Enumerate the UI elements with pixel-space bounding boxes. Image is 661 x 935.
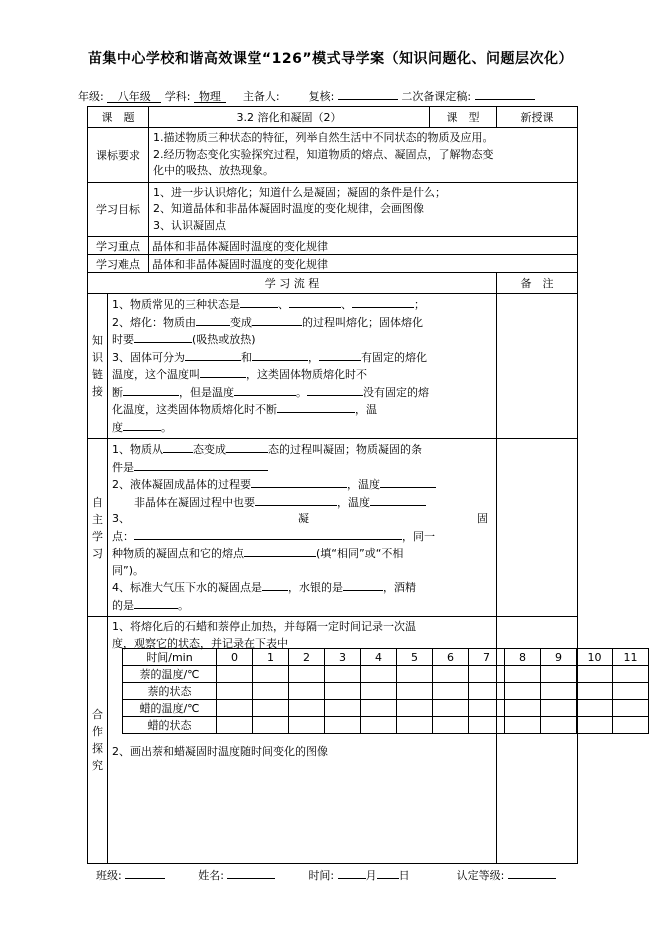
- flow-header: 学 习 流 程: [88, 273, 497, 294]
- standard-line: 化中的吸热、放热现象。: [153, 164, 274, 177]
- cooperation-content: 1、将熔化后的石蜡和萘停止加热，并每隔一定时间记录一次温 度，观察它的状态，并记录在下表中 2、画出萘和蜡凝固时温度随时间变化的图像: [108, 617, 497, 864]
- time-cell: 5: [397, 649, 433, 666]
- topic-value: 3.2 溶化和凝固（2）: [149, 107, 430, 128]
- goal-line: 3、认识凝固点: [153, 218, 226, 232]
- name-label: 姓名:: [198, 869, 224, 882]
- second-label: 二次备课定稿:: [401, 90, 472, 103]
- goals-label: 学习目标: [88, 182, 149, 237]
- notes-header: 备 注: [497, 273, 578, 294]
- standard-line: 2.经历物态变化实验探究过程，知道物质的熔点、凝固点，了解物态变: [153, 147, 494, 161]
- cooperation-label: 合 作 探 究: [88, 617, 108, 864]
- page-title: 苗集中心学校和谐高效课堂“126”模式导学案（知识问题化、问题层次化）: [87, 51, 574, 67]
- time-cell: 9: [541, 649, 577, 666]
- month-label: 月: [365, 869, 377, 882]
- standard-label: 课标要求: [88, 128, 149, 183]
- lesson-plan-table: [87, 106, 578, 864]
- time-cell: 3: [325, 649, 361, 666]
- self-study-label: 自 主 学 习: [88, 439, 108, 617]
- data-table: [122, 648, 649, 734]
- row-label: 萘的状态: [123, 683, 217, 700]
- time-label: 时间:: [308, 869, 335, 882]
- row-label: 萘的温度/℃: [123, 666, 217, 683]
- grade-label: 年级:: [78, 90, 104, 103]
- table-row: [123, 666, 649, 683]
- time-header: 时间/min: [123, 649, 217, 666]
- preparer-label: 主备人:: [242, 90, 280, 103]
- second-blank: [475, 99, 535, 100]
- name-blank: [227, 878, 275, 879]
- goal-line: 1、进一步认识熔化；知道什么是凝固；凝固的条件是什么；: [153, 185, 446, 199]
- time-cell: 6: [433, 649, 469, 666]
- subject-value: 物理: [194, 91, 226, 103]
- row-label: 蜡的状态: [123, 717, 217, 734]
- month-blank: [338, 878, 366, 879]
- table-row: [123, 683, 649, 700]
- table-row: [123, 717, 649, 734]
- self-study-content: 1、物质从 态变成 态的过程叫凝固；物质凝固的条 件是 2、液体凝固成晶体的过程要 ，温度 非晶体在凝固过程中也要 ，温度 3、 凝 固 点： ，同一 种物质的凝固点和它的熔点 (填“相同”或“不相 同”)。 4、标准大气压下水的凝固点是 ，水银的是 ，酒精 的是 。: [108, 439, 497, 617]
- review-label: 复核:: [308, 90, 335, 103]
- time-cell: 7: [469, 649, 505, 666]
- goal-line: 2、知道晶体和非晶体凝固时温度的变化规律，会画图像: [153, 202, 424, 215]
- table-row: [123, 700, 649, 717]
- meta-line: [78, 88, 535, 104]
- topic-label: 课 题: [88, 107, 149, 128]
- standard-content: [149, 128, 578, 183]
- grade-level-blank: [508, 878, 556, 879]
- grade-level-label: 认定等级:: [456, 869, 505, 882]
- time-cell: 0: [217, 649, 253, 666]
- difficulty-label: 学习难点: [88, 255, 149, 273]
- self-study-notes: [497, 439, 578, 617]
- goals-content: [149, 182, 578, 237]
- type-label: 课 型: [430, 107, 497, 128]
- footer: [96, 867, 556, 883]
- time-cell: 10: [577, 649, 613, 666]
- class-blank: [125, 878, 165, 879]
- time-cell: 4: [361, 649, 397, 666]
- time-cell: 2: [289, 649, 325, 666]
- time-row: [123, 649, 649, 666]
- review-blank: [338, 99, 398, 100]
- knowledge-label: 知 识 链 接: [88, 294, 108, 439]
- time-cell: 8: [505, 649, 541, 666]
- grade-value: 八年级: [107, 91, 161, 103]
- day-blank: [377, 878, 399, 879]
- subject-label: 学科:: [164, 90, 191, 103]
- knowledge-notes: [497, 294, 578, 439]
- standard-line: 1.描述物质三种状态的特征，列举自然生活中不同状态的物质及应用。: [153, 131, 494, 144]
- row-label: 蜡的温度/℃: [123, 700, 217, 717]
- knowledge-content: 1、物质常见的三种状态是 、 、 ； 2、熔化：物质由 变成 的过程叫熔化；固体熔化 时要 (吸热或放热) 3、固体可分为 和 ， 有固定的熔化 温度，这个温度叫 ，这类固体物质熔化时不 断 ，但是温度 。 没有固定的熔 化温度，这类固体物质熔化时不断 ，温 度 。: [108, 294, 497, 439]
- time-cell: 1: [253, 649, 289, 666]
- key-point-label: 学习重点: [88, 237, 149, 255]
- time-cell: 11: [613, 649, 649, 666]
- day-label: 日: [398, 869, 410, 882]
- type-value: 新授课: [497, 107, 578, 128]
- key-point-value: 晶体和非晶体凝固时温度的变化规律: [149, 237, 578, 255]
- class-label: 班级:: [96, 869, 122, 882]
- difficulty-value: 晶体和非晶体凝固时温度的变化规律: [149, 255, 578, 273]
